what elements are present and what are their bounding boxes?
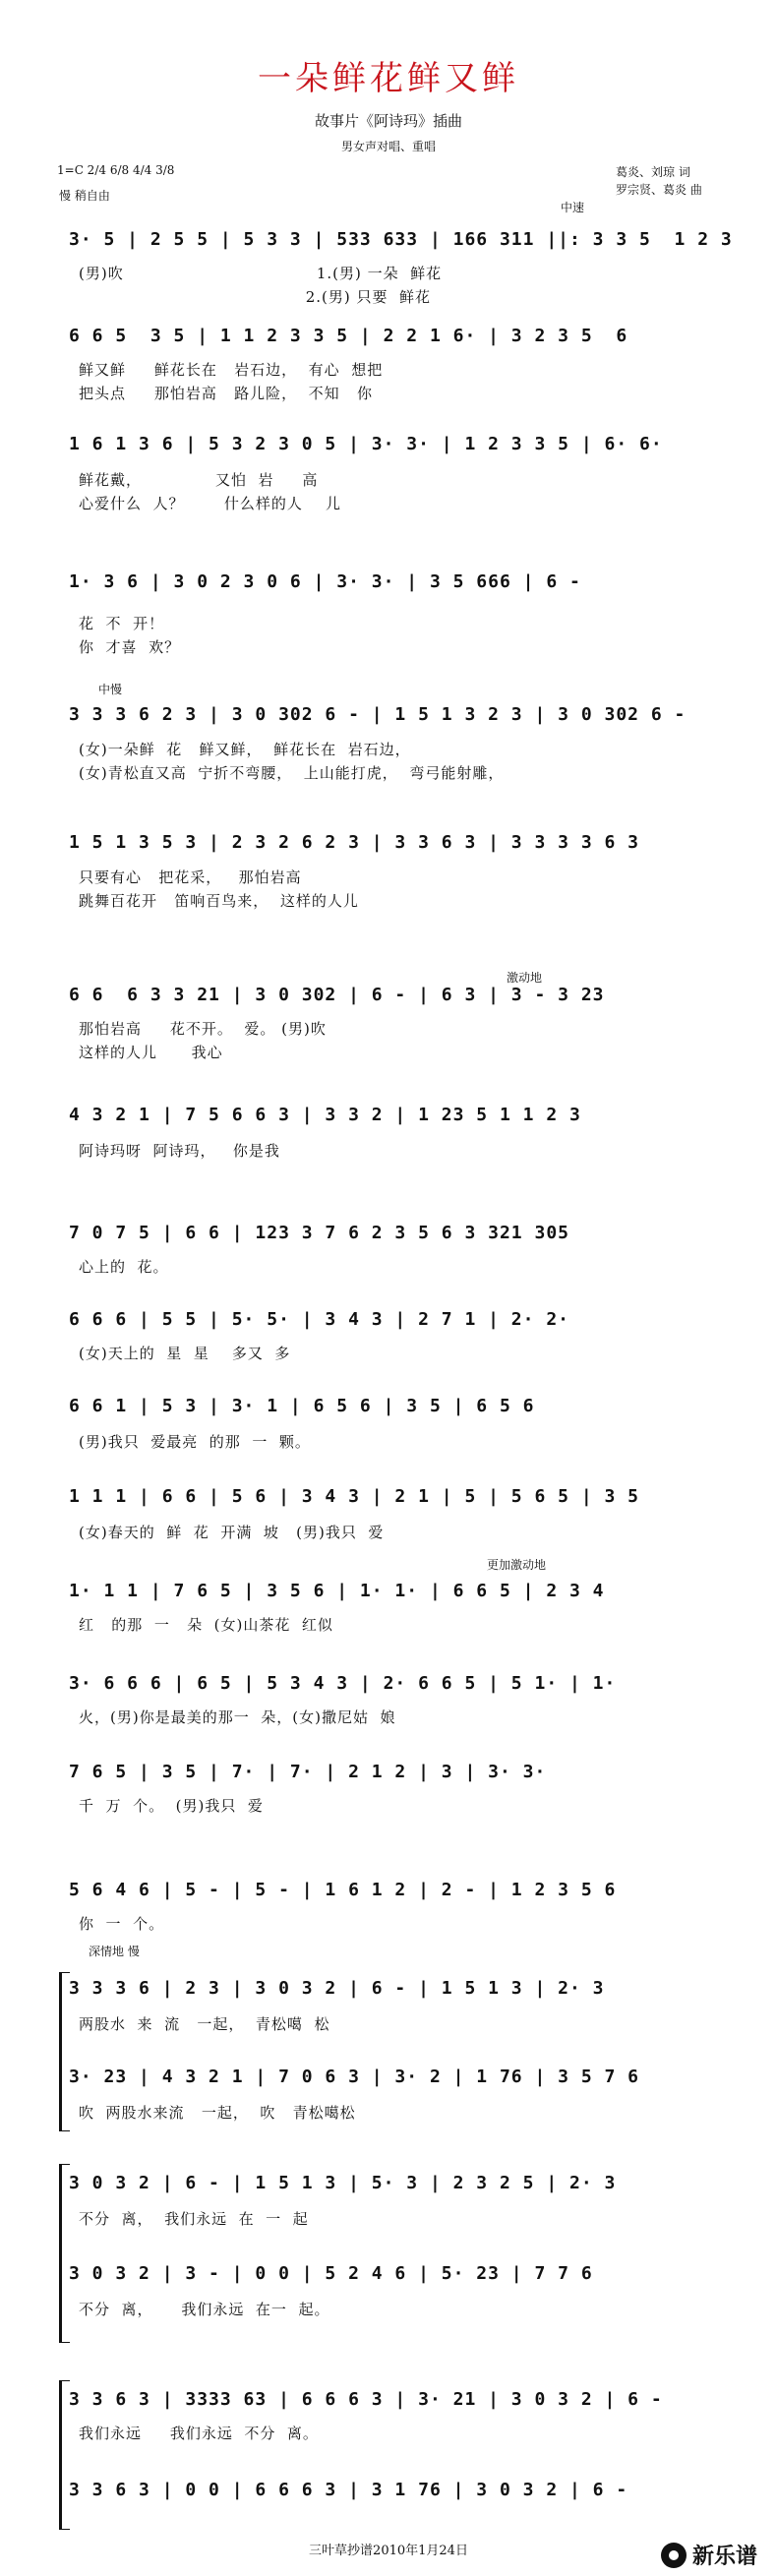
lyric-line: (男)我只 爱最亮 的那 一 颗。 <box>79 1433 311 1451</box>
lyric-line: (女)一朵鲜 花 鲜又鲜， 鲜花长在 岩石边， <box>79 741 411 758</box>
notation-row: 3 3 6 3 | 3333 63 | 6 6 6 3 | 3· 21 | 3 0 3 2 | 6 - <box>69 2389 663 2410</box>
notation-row: 7 6 5 | 3 5 | 7· | 7· | 2 1 2 | 3 | 3· 3· <box>69 1762 547 1782</box>
lyric-line: 跳舞百花开 笛响百鸟来， 这样的人儿 <box>79 892 359 910</box>
performance-note: 男女声对唱、重唱 <box>340 140 436 153</box>
notation-row: 4 3 2 1 | 7 5 6 6 3 | 3 3 2 | 1 23 5 1 1 2 3 <box>69 1105 581 1125</box>
credits <box>616 163 702 199</box>
transcriber-note: 三叶草抄谱2010年1月24日 <box>309 2544 468 2558</box>
composer: 罗宗贤、葛炎 曲 <box>616 183 702 197</box>
notation-row: 3· 23 | 4 3 2 1 | 7 0 6 3 | 3· 2 | 1 76 | 3 5 7 6 <box>69 2067 640 2087</box>
notation-row: 1 1 1 | 6 6 | 5 6 | 3 4 3 | 2 1 | 5 | 5 6 5 | 3 5 <box>69 1486 640 1507</box>
notation-row: 3· 6 6 6 | 6 5 | 5 3 4 3 | 2· 6 6 5 | 5 1· | 1· <box>69 1673 617 1694</box>
logo-text: 新乐谱 <box>692 2545 758 2569</box>
notation-row: 7 0 7 5 | 6 6 | 123 3 7 6 2 3 5 6 3 321 305 <box>69 1223 569 1243</box>
lyric-line: 你 才喜 欢？ <box>79 638 181 656</box>
lyric-line: 鲜又鲜 鲜花长在 岩石边， 有心 想把 <box>79 361 384 379</box>
lyric-line: 火，(男)你是最美的那一 朵，(女)撒尼姑 娘 <box>79 1708 396 1726</box>
lyric-line: 心爱什么 人？ 什么样的人 儿 <box>79 495 341 512</box>
notation-row: 6 6 6 3 3 21 | 3 0 302 | 6 - | 6 3 | 3 - 3 23 <box>69 985 605 1005</box>
lyric-line: 这样的人儿 我心 <box>79 1044 223 1061</box>
lyric-line: 只要有心 把花采， 那怕岩高 <box>79 869 302 886</box>
record-icon <box>661 2543 687 2568</box>
notation-row: 3 3 3 6 | 2 3 | 3 0 3 2 | 6 - | 1 5 1 3 | 2· 3 <box>69 1978 605 1999</box>
song-title: 一朵鲜花鲜又鲜 <box>258 59 519 98</box>
lyric-line: 2.(男) 只要 鲜花 <box>79 288 432 306</box>
lyric-line: 千 万 个。 (男)我只 爱 <box>79 1797 264 1815</box>
lyric-line: 花 不 开！ <box>79 615 165 632</box>
tempo-mark: 激动地 <box>507 971 543 985</box>
lyric-line: 不分 离， 我们永远 在一 起。 <box>79 2301 330 2318</box>
lyric-line: (女)青松直又高 宁折不弯腰， 上山能打虎， 弯弓能射雕， <box>79 764 505 782</box>
tempo-mark: 更加激动地 <box>487 1558 547 1572</box>
lyric-line: 你 一 个。 <box>79 1915 165 1933</box>
notation-row: 6 6 1 | 5 3 | 3· 1 | 6 5 6 | 3 5 | 6 5 6 <box>69 1396 535 1416</box>
notation-row: 1 6 1 3 6 | 5 3 2 3 0 5 | 3· 3· | 1 2 3 3 5 | 6· 6· <box>69 434 663 454</box>
tempo-mark: 中速 <box>561 201 585 214</box>
notation-row: 1 5 1 3 5 3 | 2 3 2 6 2 3 | 3 3 6 3 | 3 3 3 3 6 3 <box>69 832 640 853</box>
lyric-line: (女)春天的 鲜 花 开满 坡 (男)我只 爱 <box>79 1524 385 1541</box>
notation-row: 5 6 4 6 | 5 - | 5 - | 1 6 1 2 | 2 - | 1 2 3 5 6 <box>69 1880 617 1900</box>
notation-row: 3 0 3 2 | 3 - | 0 0 | 5 2 4 6 | 5· 23 | 7 7 6 <box>69 2263 593 2284</box>
lyric-line: 阿诗玛呀 阿诗玛， 你是我 <box>79 1142 280 1160</box>
lyricist: 葛炎、刘琼 词 <box>616 165 690 179</box>
lyric-line: (男)吹 1.(男) 一朵 鲜花 <box>79 265 443 282</box>
notation-row: 3· 5 | 2 5 5 | 5 3 3 | 533 633 | 166 311 ||: 3 3 5 1 2 3 <box>69 229 733 250</box>
tempo-mark: 慢 稍自由 <box>59 189 110 203</box>
notation-row: 6 6 6 | 5 5 | 5· 5· | 3 4 3 | 2 7 1 | 2· 2· <box>69 1309 569 1330</box>
lyric-line: 我们永远 我们永远 不分 离。 <box>79 2425 319 2442</box>
notation-row: 1· 1 1 | 7 6 5 | 3 5 6 | 1· 1· | 6 6 5 | 2 3 4 <box>69 1581 605 1601</box>
lyric-line: 那怕岩高 花不开。 爱。 (男)吹 <box>79 1020 327 1038</box>
lyric-line: 吹 两股水来流 一起， 吹 青松噶松 <box>79 2104 356 2122</box>
notation-row: 3 0 3 2 | 6 - | 1 5 1 3 | 5· 3 | 2 3 2 5 | 2· 3 <box>69 2173 617 2193</box>
lyric-line: 红 的那 一 朵 (女)山茶花 红似 <box>79 1616 333 1634</box>
tempo-mark: 深情地 慢 <box>89 1945 140 1958</box>
tempo-mark: 中慢 <box>98 683 123 696</box>
site-logo <box>661 2540 757 2570</box>
lyric-line: 鲜花戴， 又怕 岩 高 <box>79 471 319 489</box>
notation-row: 1· 3 6 | 3 0 2 3 0 6 | 3· 3· | 3 5 666 | 6 - <box>69 571 581 592</box>
lyric-line: 两股水 来 流 一起， 青松噶 松 <box>79 2015 330 2033</box>
lyric-line: 心上的 花。 <box>79 1258 169 1276</box>
key-signature: 1=C 2/4 6/8 4/4 3/8 <box>57 163 175 177</box>
notation-row: 6 6 5 3 5 | 1 1 2 3 3 5 | 2 2 1 6· | 3 2 3 5 6 <box>69 326 628 346</box>
lyric-line: 不分 离， 我们永远 在 一 起 <box>79 2210 309 2228</box>
lyric-line: (女)天上的 星 星 多又 多 <box>79 1345 291 1362</box>
notation-row: 3 3 3 6 2 3 | 3 0 302 6 - | 1 5 1 3 2 3 | 3 0 302 6 - <box>69 704 687 725</box>
song-subtitle: 故事片《阿诗玛》插曲 <box>314 112 462 130</box>
lyric-line: 把头点 那怕岩高 路儿险， 不知 你 <box>79 385 373 402</box>
notation-row: 3 3 6 3 | 0 0 | 6 6 6 3 | 3 1 76 | 3 0 3 2 | 6 - <box>69 2480 628 2500</box>
